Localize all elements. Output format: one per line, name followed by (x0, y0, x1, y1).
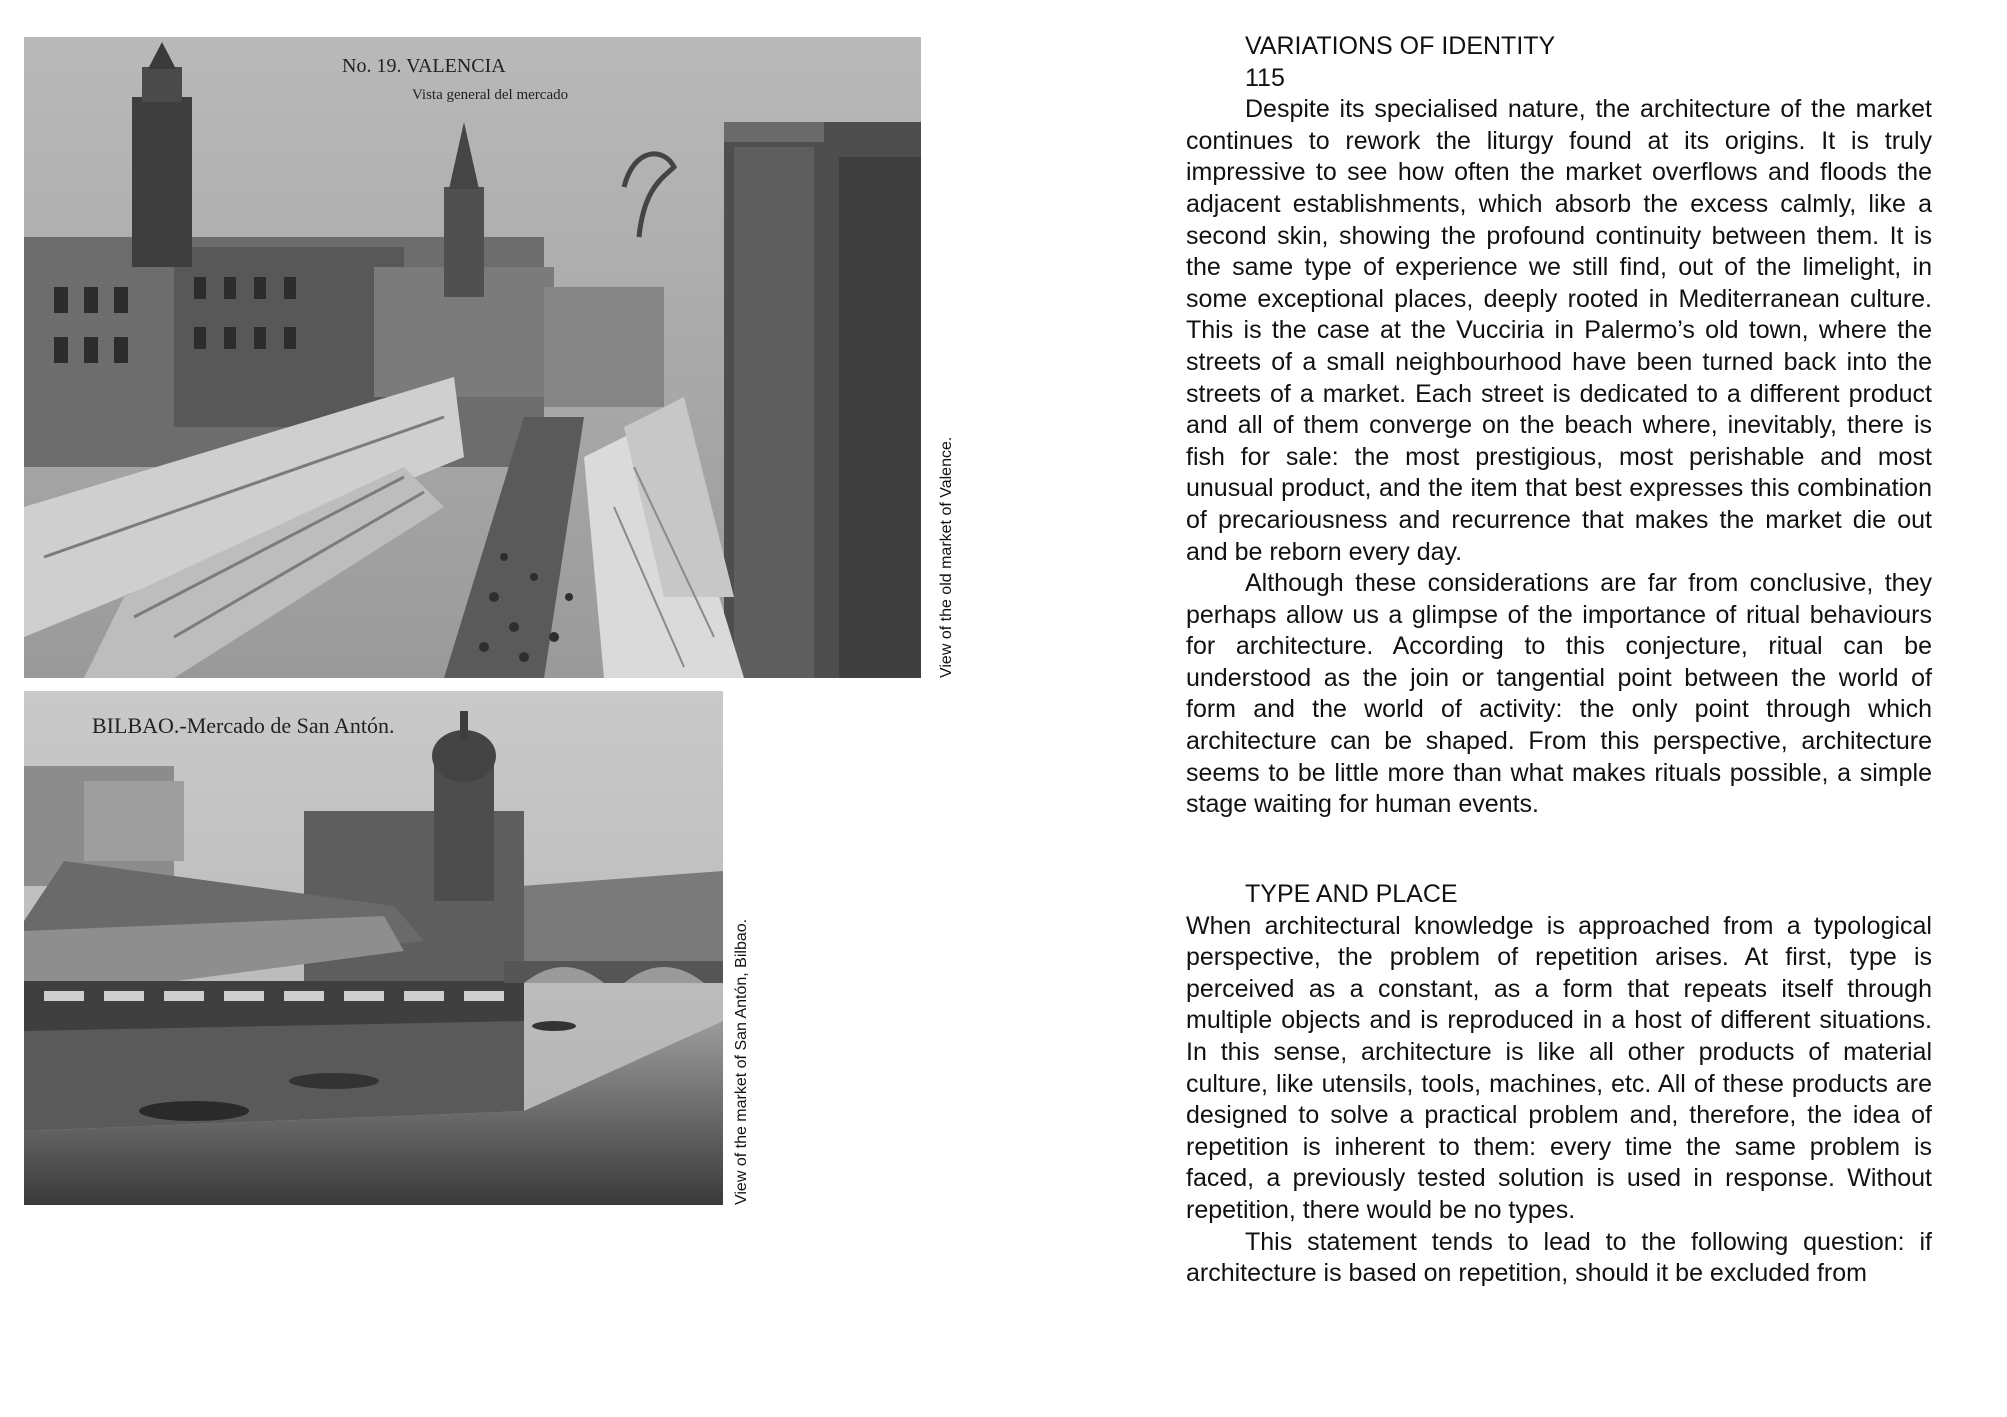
paragraph-market: Despite its specialised nature, the architecture of the market continues to rework the liturgy found at its origins. It is truly impressive to see how often the market overflows and floods the adjacent establishments, which absorb the excess calmly, like a second skin, showing the profound continuity between them. It is the same type of experience we still find, out of the limelight, in some exceptional places, deeply rooted in Mediterranean culture. This is the case at the Vucciria in Palermo’s old town, where the streets of a small neighbourhood have been turned back into the streets of a market. Each street is dedicated to a different product and all of them converge on the beach where, inevitably, there is fish for sale: the most prestigious, most perishable and most unusual product, and the item that best expresses this combination of precariousness and recurrence that makes the market die out and be reborn every day. (1186, 95, 1932, 566)
bilbao-illustration (24, 691, 723, 1205)
paragraph-ritual: Although these considerations are far from conclusive, they perhaps allow us a glimpse of the importance of ritual behaviours for architecture. According to this conjecture, ritual can be understood as the join or tangential point between the world of form and the world of activity: the only point through which architecture can be shaped. From this perspective, architecture seems to be little more than what makes rituals possible, a simple stage waiting for human events. (1186, 569, 1932, 819)
valencia-postcard-subtitle: Vista general del mercado (412, 87, 569, 103)
bilbao-caption: View of the market of San Antón, Bilbao. (733, 918, 750, 1205)
running-head: VARIATIONS OF IDENTITY (1245, 32, 1556, 60)
valencia-caption: View of the old market of Valence. (938, 436, 955, 678)
text-block-type-and-place (1186, 879, 1932, 1290)
valencia-illustration (24, 37, 921, 678)
photo-bilbao-market (24, 691, 723, 1205)
valencia-postcard-title: No. 19. VALENCIA (342, 55, 506, 77)
bilbao-postcard-title: BILBAO.-Mercado de San Antón. (92, 713, 395, 738)
paragraph-typology: When architectural knowledge is approached from a typological perspective, the problem of repetition arises. At first, type is perceived as a constant, as a form that repeats itself through multiple objects and is reproduced in a host of different situations. In this sense, architecture is like all other products of material culture, like utensils, tools, machines, etc. All of these products are designed to solve a practical problem and, therefore, the idea of repetition is inherent to them: every time the same problem is faced, a previously tested solution is used in response. Without repetition, there would be no types. (1186, 911, 1932, 1224)
page-number: 115 (1245, 63, 1285, 92)
photo-valencia-market (24, 37, 921, 678)
paragraph-repetition: This statement tends to lead to the following question: if architecture is based on repetition, should it be excluded from (1186, 1227, 1932, 1288)
section-heading: TYPE AND PLACE (1245, 880, 1458, 908)
text-block-variations-of-identity (1186, 31, 1932, 821)
